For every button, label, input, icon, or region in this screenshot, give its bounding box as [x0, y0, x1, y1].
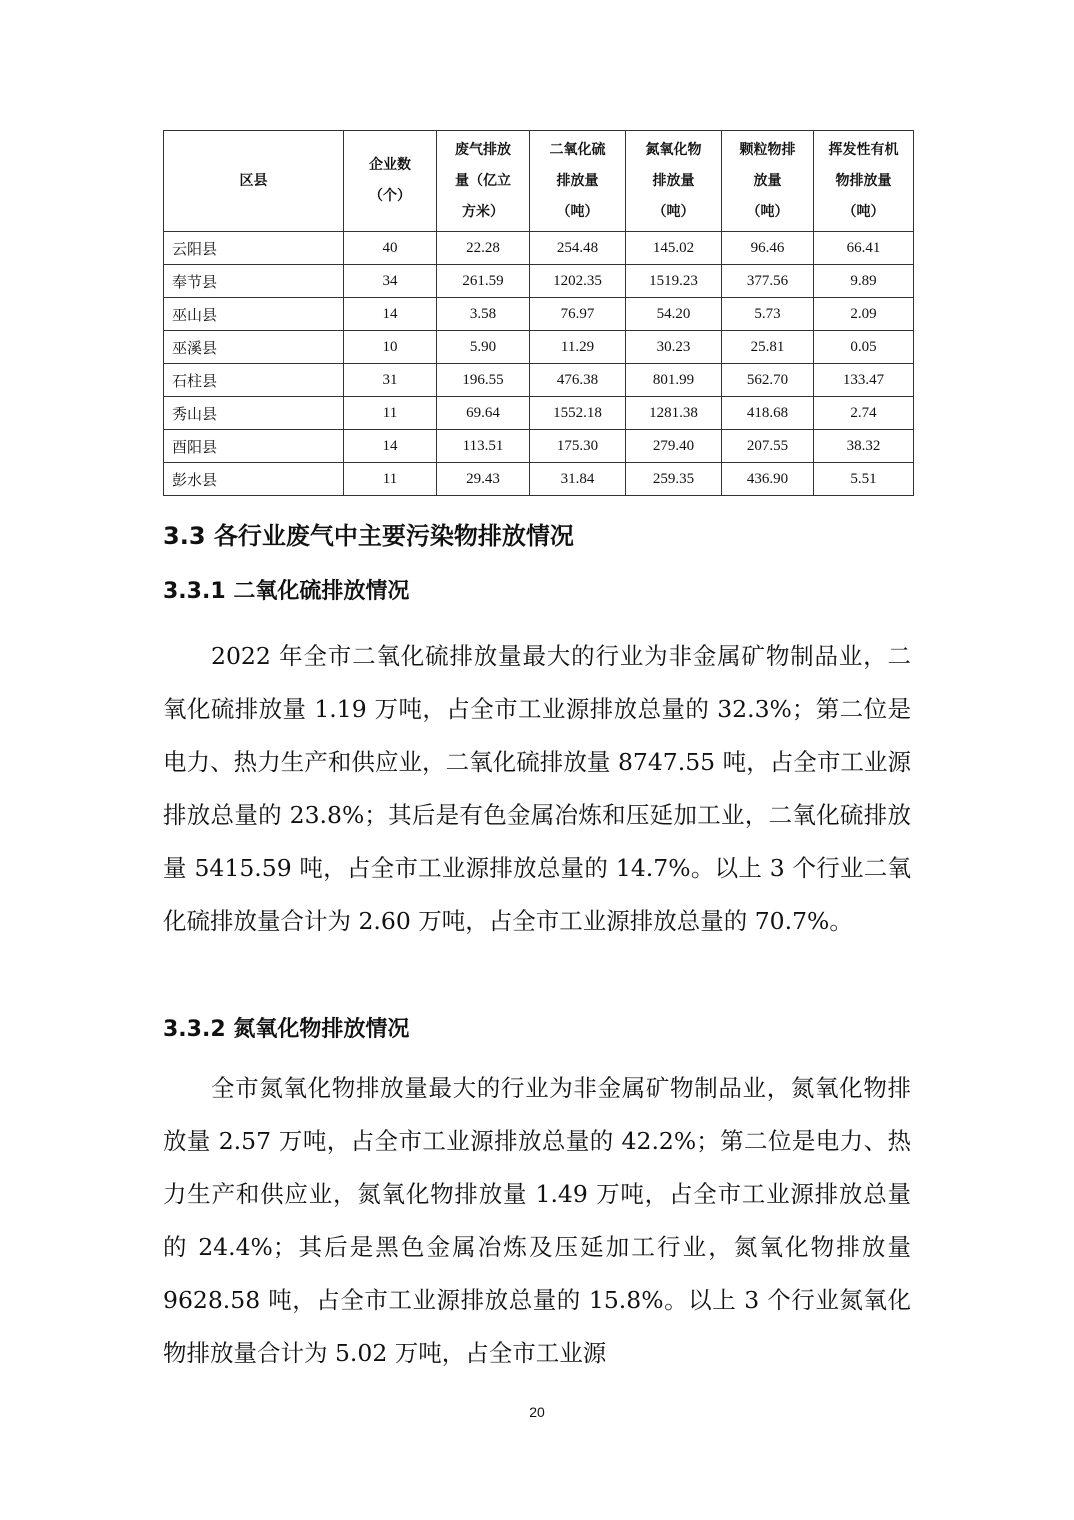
cell-sulfur-dioxide: 76.97: [530, 298, 626, 331]
header-county: 区县: [164, 131, 344, 232]
table-row: [164, 364, 914, 397]
cell-particulate-matter: 5.73: [722, 298, 814, 331]
subsection-title: 氮氧化物排放情况: [233, 1017, 410, 1042]
cell-sulfur-dioxide: 11.29: [530, 331, 626, 364]
page-number: 20: [529, 1404, 545, 1420]
section-heading: 3.3 各行业废气中主要污染物排放情况: [163, 522, 574, 550]
cell-voc: 0.05: [814, 331, 914, 364]
cell-sulfur-dioxide: 1552.18: [530, 397, 626, 430]
subsection-number: 3.3.1: [163, 579, 226, 604]
cell-nitrogen-oxides: 30.23: [626, 331, 722, 364]
header-enterprise-count: 企业数（个）: [344, 131, 437, 232]
cell-voc: 5.51: [814, 463, 914, 496]
table-row: [164, 397, 914, 430]
cell-enterprise-count: 31: [344, 364, 437, 397]
paragraph-nitrogen-oxides: 全市氮氧化物排放量最大的行业为非金属矿物制品业，氮氧化物排放量 2.57 万吨，占全市工业源排放总量的 42.2%；第二位是电力、热力生产和供应业，氮氧化物排放量 1.49 万吨，占全市工业源排放总量的 24.4%；其后是黑色金属冶炼及压延加工行业，氮氧化物排放量 9628.58 吨，占全市工业源排放总量的 15.8%。以上 3 个行业氮氧化物排放量合计为 5.02 万吨，占全市工业源: [163, 1074, 911, 1367]
subsection-heading-nitrogen-oxides: [163, 1010, 409, 1050]
cell-sulfur-dioxide: 476.38: [530, 364, 626, 397]
cell-particulate-matter: 96.46: [722, 232, 814, 265]
cell-voc: 9.89: [814, 265, 914, 298]
table-row: [164, 265, 914, 298]
table-row: [164, 298, 914, 331]
cell-sulfur-dioxide: 254.48: [530, 232, 626, 265]
subsection-title: 二氧化硫排放情况: [233, 579, 410, 604]
header-exhaust-gas: 废气排放量（亿立方米）: [437, 131, 530, 232]
cell-exhaust-gas: 22.28: [437, 232, 530, 265]
cell-particulate-matter: 418.68: [722, 397, 814, 430]
cell-sulfur-dioxide: 175.30: [530, 430, 626, 463]
table-row: [164, 331, 914, 364]
cell-enterprise-count: 11: [344, 397, 437, 430]
cell-county: 云阳县: [164, 232, 344, 265]
cell-county: 巫山县: [164, 298, 344, 331]
paragraph-sulfur-dioxide: 2022 年全市二氧化硫排放量最大的行业为非金属矿物制品业，二氧化硫排放量 1.19 万吨，占全市工业源排放总量的 32.3%；第二位是电力、热力生产和供应业，二氧化硫排放量 8747.55 吨，占全市工业源排放总量的 23.8%；其后是有色金属冶炼和压延加工业，二氧化硫排放量 5415.59 吨，占全市工业源排放总量的 14.7%。以上 3 个行业二氧化硫排放量合计为 2.60 万吨，占全市工业源排放总量的 70.7%。: [163, 642, 911, 935]
cell-nitrogen-oxides: 259.35: [626, 463, 722, 496]
cell-nitrogen-oxides: 54.20: [626, 298, 722, 331]
cell-exhaust-gas: 113.51: [437, 430, 530, 463]
cell-particulate-matter: 25.81: [722, 331, 814, 364]
cell-enterprise-count: 10: [344, 331, 437, 364]
cell-county: 巫溪县: [164, 331, 344, 364]
cell-voc: 2.09: [814, 298, 914, 331]
cell-enterprise-count: 34: [344, 265, 437, 298]
cell-exhaust-gas: 196.55: [437, 364, 530, 397]
table-row: [164, 463, 914, 496]
cell-exhaust-gas: 69.64: [437, 397, 530, 430]
cell-particulate-matter: 207.55: [722, 430, 814, 463]
cell-exhaust-gas: 29.43: [437, 463, 530, 496]
cell-nitrogen-oxides: 1281.38: [626, 397, 722, 430]
cell-particulate-matter: 377.56: [722, 265, 814, 298]
cell-voc: 133.47: [814, 364, 914, 397]
cell-particulate-matter: 436.90: [722, 463, 814, 496]
cell-nitrogen-oxides: 279.40: [626, 430, 722, 463]
cell-nitrogen-oxides: 801.99: [626, 364, 722, 397]
cell-nitrogen-oxides: 1519.23: [626, 265, 722, 298]
header-sulfur-dioxide: 二氧化硫排放量（吨）: [530, 131, 626, 232]
cell-enterprise-count: 40: [344, 232, 437, 265]
cell-exhaust-gas: 5.90: [437, 331, 530, 364]
cell-county: 石柱县: [164, 364, 344, 397]
cell-enterprise-count: 11: [344, 463, 437, 496]
cell-voc: 2.74: [814, 397, 914, 430]
cell-exhaust-gas: 261.59: [437, 265, 530, 298]
subsection-heading-sulfur-dioxide: [163, 572, 409, 612]
cell-exhaust-gas: 3.58: [437, 298, 530, 331]
header-voc: 挥发性有机物排放量（吨）: [814, 131, 914, 232]
county-emissions-table: [163, 130, 914, 496]
table-row: [164, 232, 914, 265]
cell-county: 酉阳县: [164, 430, 344, 463]
cell-enterprise-count: 14: [344, 430, 437, 463]
table-row: [164, 430, 914, 463]
cell-enterprise-count: 14: [344, 298, 437, 331]
cell-voc: 66.41: [814, 232, 914, 265]
subsection-number: 3.3.2: [163, 1017, 226, 1042]
cell-voc: 38.32: [814, 430, 914, 463]
header-nitrogen-oxides: 氮氧化物排放量（吨）: [626, 131, 722, 232]
table-header-row: [164, 131, 914, 232]
cell-sulfur-dioxide: 31.84: [530, 463, 626, 496]
cell-sulfur-dioxide: 1202.35: [530, 265, 626, 298]
cell-particulate-matter: 562.70: [722, 364, 814, 397]
cell-county: 秀山县: [164, 397, 344, 430]
cell-nitrogen-oxides: 145.02: [626, 232, 722, 265]
cell-county: 彭水县: [164, 463, 344, 496]
header-particulate-matter: 颗粒物排放量（吨）: [722, 131, 814, 232]
cell-county: 奉节县: [164, 265, 344, 298]
